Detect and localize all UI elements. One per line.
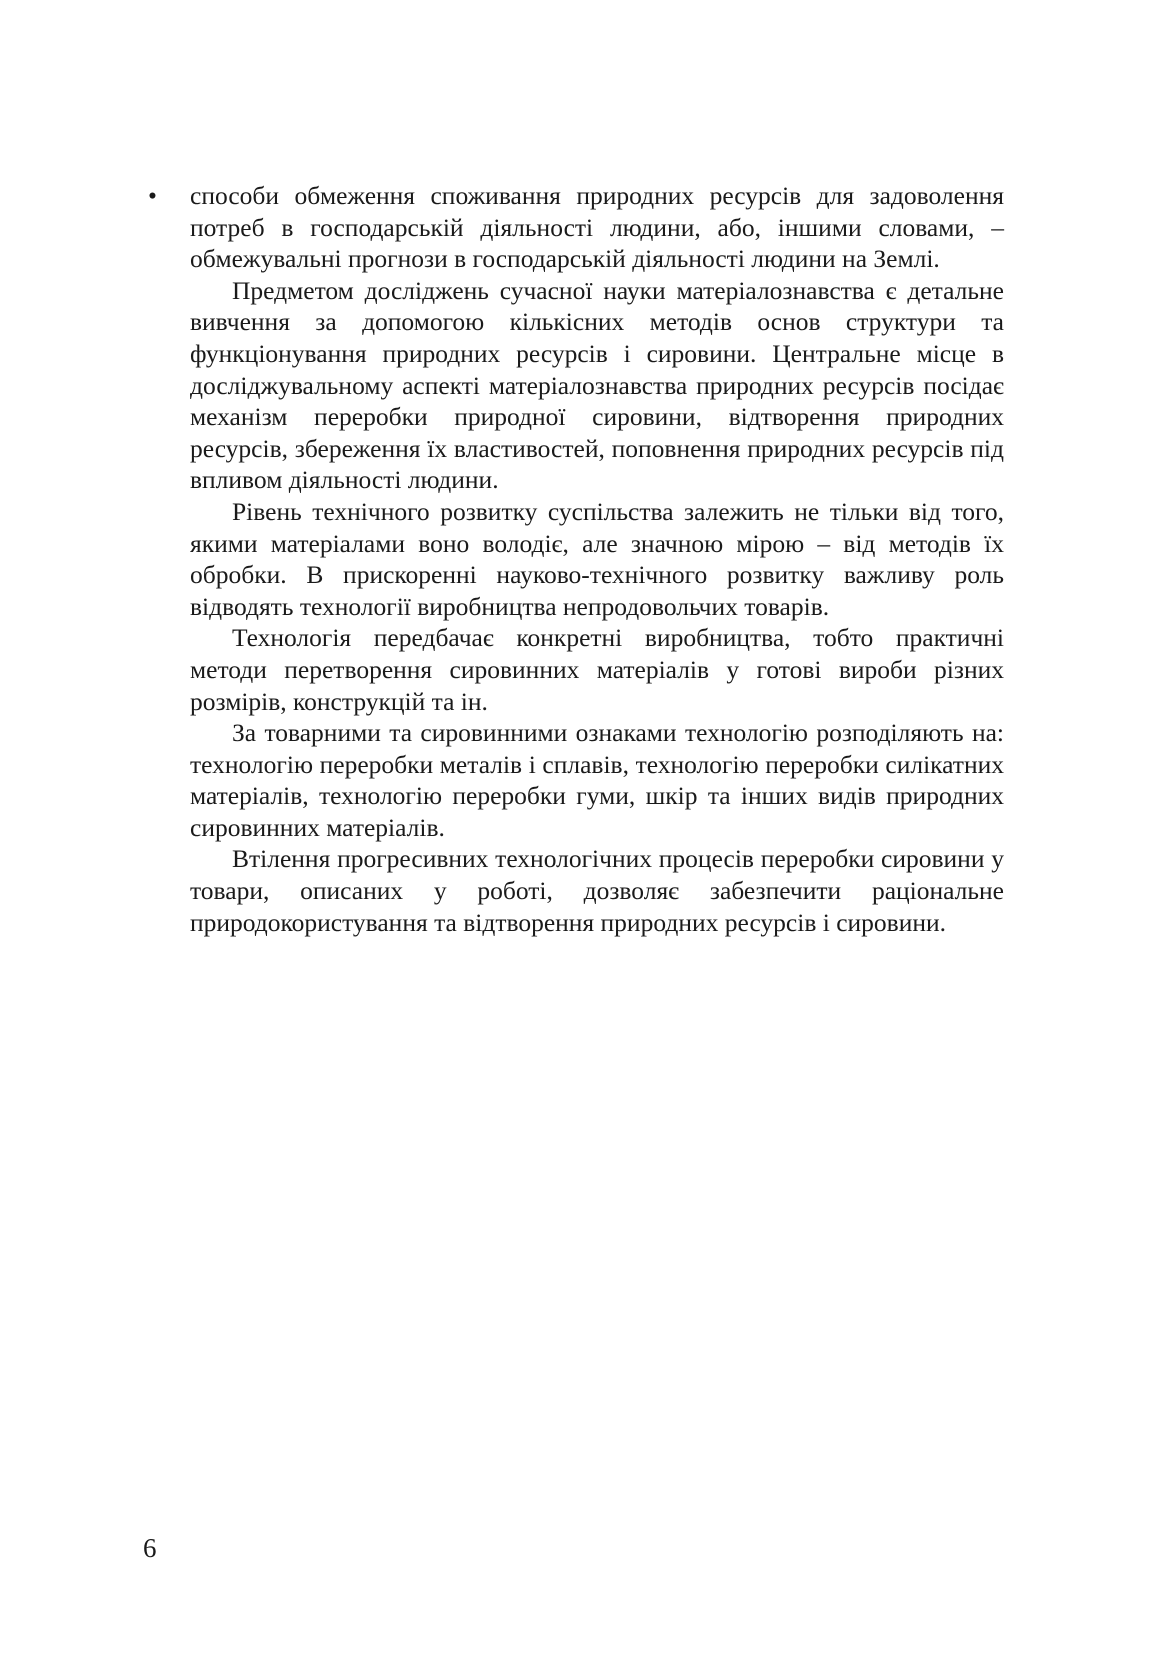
paragraph: Предметом досліджень сучасної науки матеріалознавства є детальне вивчення за допомогою кількісних методів основ структури та функціонування природних ресурсів і сировини. Центральне місце в досліджувальному аспекті матеріалознавства природних ресурсів посідає механізм переробки природної сировини, відтворення природних ресурсів, збереження їх властивостей, поповнення природних ресурсів під впливом діяльності людини. [190, 275, 1004, 495]
bullet-text: способи обмеження споживання природних ресурсів для задоволення потреб в господарській діяльності людини, або, іншими словами, – обмежувальні прогнози в господарській діяльності людини на Землі. [190, 181, 1004, 274]
body-text [148, 180, 1004, 938]
paragraphs [148, 275, 1004, 938]
paragraph: Технологія передбачає конкретні виробництва, тобто практичні методи перетворення сировинних матеріалів у готові вироби різних розмірів, конструкцій та ін. [190, 623, 1004, 716]
page-number: 6 [143, 1533, 157, 1563]
paragraph: Рівень технічного розвитку суспільства залежить не тільки від того, якими матеріалами воно володіє, але значною мірою – від методів їх обробки. В прискоренні науково-технічного розвитку важливу роль відводять технології виробництва непродовольчих товарів. [190, 496, 1004, 621]
bullet-item [148, 180, 1004, 275]
paragraph: За товарними та сировинними ознаками технологію розподіляють на: технологію переробки металів і сплавів, технологію переробки силікатних матеріалів, технологію переробки гуми, шкір та інших видів природних сировинних матеріалів. [190, 718, 1004, 842]
paragraph: Втілення прогресивних технологічних процесів переробки сировини у товари, описаних у роботі, дозволяє забезпечити раціональне природокористування та відтворення природних ресурсів і сировини. [190, 844, 1004, 937]
bullet-icon: • [148, 181, 157, 210]
